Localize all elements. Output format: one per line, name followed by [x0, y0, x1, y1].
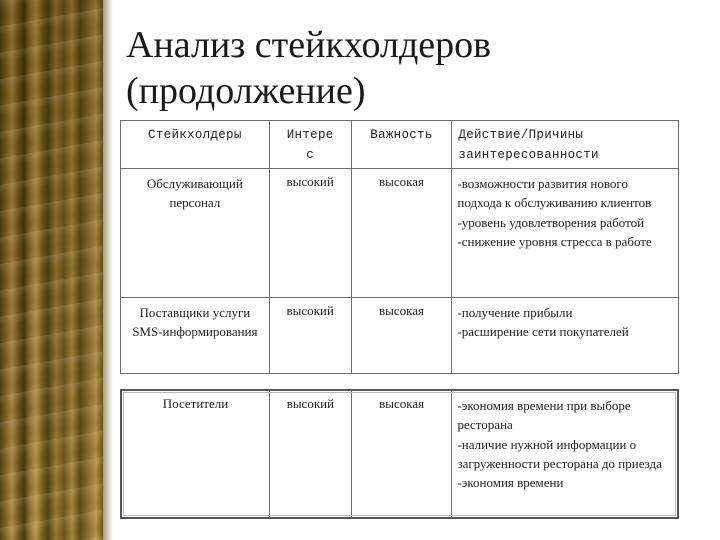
stakeholder-table-continued: [120, 389, 679, 519]
cell-reasons: [452, 298, 679, 374]
cell-interest: высокий: [269, 390, 351, 518]
cell-interest: высокий: [269, 298, 351, 374]
header-importance: Важность: [351, 121, 452, 169]
reason-item: -снижение уровня стресса в работе: [457, 233, 652, 249]
reason-item: -получение прибыли: [457, 305, 573, 320]
table-header-row: [121, 121, 679, 169]
table-row: [121, 298, 679, 374]
cell-stakeholder: Обслуживающий персонал: [121, 169, 270, 298]
table-row: [121, 390, 678, 518]
cell-importance: высокая: [351, 169, 452, 298]
reason-item: -возможности развития нового подхода к обслуживанию клиентов: [457, 176, 652, 211]
reason-item: -экономия времени при выборе ресторана: [457, 398, 631, 433]
border-shadow: [103, 0, 113, 540]
reason-item: -наличие нужной информации о загруженности ресторана до приезда: [457, 436, 662, 471]
cell-interest: высокий: [269, 169, 351, 298]
reason-item: -экономия времени: [457, 475, 564, 491]
title-line-1: Анализ стейкхолдеров: [126, 24, 492, 66]
cell-stakeholder: Посетители: [121, 390, 269, 518]
slide-title: [126, 22, 696, 114]
stakeholder-table: [120, 120, 679, 374]
reason-item: -расширение сети покупателей: [457, 324, 629, 340]
cell-importance: высокая: [351, 298, 452, 374]
title-line-2: (продолжение): [126, 70, 366, 112]
header-stakeholders: Стейкхолдеры: [121, 121, 270, 169]
header-action-reasons: Действие/Причины заинтересованности: [452, 121, 679, 169]
cell-reasons: [452, 390, 678, 518]
reason-item: -уровень удовлетворения работой: [457, 214, 645, 230]
cell-importance: высокая: [351, 390, 452, 518]
decorative-gold-border: [0, 0, 103, 540]
header-interest: Интере с: [269, 121, 351, 169]
cell-reasons: [452, 169, 679, 298]
table-row: [121, 169, 679, 298]
cell-stakeholder: Поставщики услуги SMS-информирования: [121, 298, 270, 374]
